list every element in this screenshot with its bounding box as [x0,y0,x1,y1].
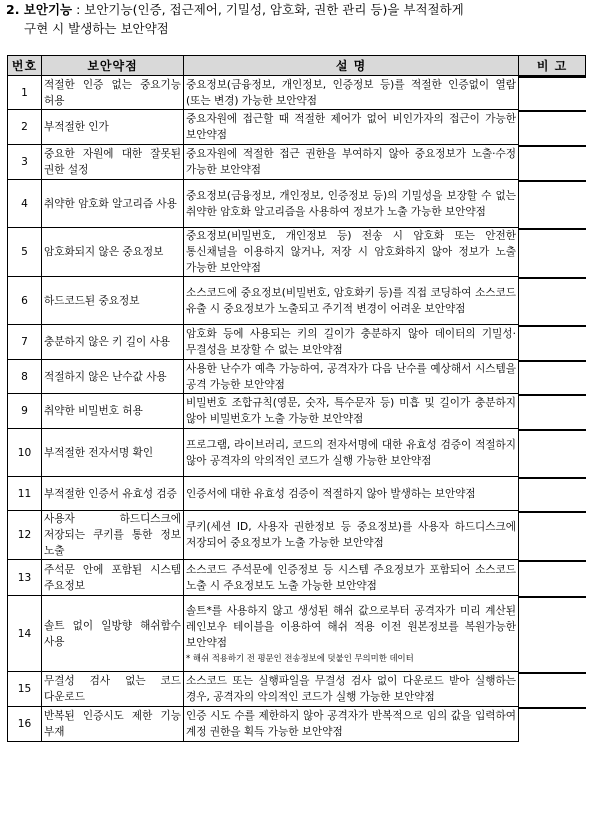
row-number [8,596,42,672]
row-number-text: 9 [21,405,28,417]
header-description: 설 명 [184,56,519,76]
section-number: 2. 보안기능 [6,2,73,17]
row-remarks [519,511,586,513]
table-row [8,145,586,180]
row-description-text: 프로그램, 라이브러리, 코드의 전자서명에 대한 유효성 검증이 적절하지 않아 공격자의 악의적인 코드가 실행 가능한 보안약점 [186,438,516,467]
row-number-text: 2 [21,121,28,133]
row-remarks [519,707,586,709]
table-row [8,560,586,596]
header-weakness: 보안약점 [42,56,184,76]
row-weakness-name [42,180,184,228]
row-weakness-name [42,110,184,145]
row-number [8,511,42,560]
row-number-text: 4 [21,197,28,210]
row-description [184,394,519,429]
table-row [8,394,586,429]
row-weakness-name [42,277,184,325]
row-remarks [519,76,586,78]
row-description [184,596,519,672]
row-description [184,672,519,707]
row-description-text: 사용한 난수가 예측 가능하여, 공격자가 다음 난수를 예상해서 시스템을 공격 가능한 보안약점 [186,362,516,391]
table-row [8,511,586,560]
table-row [8,707,586,742]
row-weakness-name-text: 사용자 하드디스크에 저장되는 쿠키를 통한 정보 노출 [44,513,181,557]
row-description [184,110,519,145]
row-description [184,511,519,560]
row-number [8,477,42,511]
row-number-text: 15 [17,683,32,695]
row-weakness-name [42,707,184,742]
table-row [8,360,586,394]
row-description-text: 중요자원에 접근할 때 적절한 제어가 없어 비인가자의 접근이 가능한 보안약점 [186,113,516,141]
row-description-text: 중요정보(비밀번호, 개인정보 등) 전송 시 암호화 또는 안전한 통신채널을 이용하지 않거나, 저장 시 암호화하지 않아 정보가 노출 가능한 보안약점 [186,230,516,274]
row-weakness-name-text: 하드코드된 중요정보 [44,294,140,307]
table-row [8,596,586,672]
row-description-text: 중요정보(금융정보, 개인정보, 인증정보 등)의 기밀성을 보장할 수 없는 취약한 암호화 알고리즘을 사용하여 정보가 노출 가능한 보안약점 [186,189,516,218]
row-remarks [519,228,586,230]
table-row [8,429,586,477]
row-number [8,672,42,707]
row-description [184,228,519,277]
row-remarks [519,277,586,279]
section-heading [6,0,586,38]
table-header-row [8,56,586,76]
row-remarks [519,110,586,112]
row-description [184,325,519,360]
table-row [8,110,586,145]
row-number-text: 11 [17,487,32,500]
table-row [8,228,586,277]
security-weakness-table [7,55,586,742]
row-remarks [519,477,586,479]
row-number-text: 16 [17,718,32,730]
table-row [8,180,586,228]
row-remarks [519,180,586,182]
row-number [8,560,42,596]
row-weakness-name-text: 솔트 없이 일방향 해쉬함수 사용 [44,619,181,648]
row-description-text: 소스코드 주석문에 인증정보 등 시스템 주요정보가 포함되어 소스코드 노출 시 주요정보도 노출 가능한 보안약점 [186,563,516,592]
row-weakness-name [42,145,184,180]
row-number [8,228,42,277]
row-weakness-name-text: 반복된 인증시도 제한 기능 부재 [44,710,181,738]
table-row [8,325,586,360]
row-weakness-name-text: 충분하지 않은 키 길이 사용 [44,336,171,348]
row-footnote: * 해쉬 적용하기 전 평문인 전송정보에 덧붙인 무의미한 데이터 [186,652,414,663]
row-weakness-name-text: 취약한 비밀번호 허용 [44,405,143,417]
row-number-text: 12 [17,529,32,541]
row-description-text: 쿠키(세션 ID, 사용자 권한정보 등 중요정보)를 사용자 하드디스크에 저장되어 중요정보가 노출 가능한 보안약점 [186,521,516,549]
row-number-text: 3 [21,156,28,168]
row-number [8,110,42,145]
row-remarks [519,360,586,362]
row-number-text: 14 [17,627,32,640]
row-weakness-name [42,429,184,477]
table-row [8,76,586,110]
row-description [184,477,519,511]
row-weakness-name [42,511,184,560]
row-description-text: 소스코드 또는 실행파일을 무결성 검사 없이 다운로드 받아 실행하는 경우, 공격자의 악의적인 코드가 실행 가능한 보안약점 [186,675,516,703]
row-weakness-name-text: 암호화되지 않은 중요정보 [44,246,164,258]
row-remarks [519,325,586,327]
row-description-text: 암호화 등에 사용되는 키의 길이가 충분하지 않아 데이터의 기밀성·무결성을 보장할 수 없는 보안약점 [186,328,516,356]
table-row [8,672,586,707]
row-remarks [519,672,586,674]
row-number [8,360,42,394]
row-weakness-name-text: 적절한 인증 없는 중요기능 허용 [44,78,181,107]
row-description-text: 인증 시도 수를 제한하지 않아 공격자가 반복적으로 임의 값을 입력하여 계정 권한을 획득 가능한 보안약점 [186,710,516,738]
row-number-text: 5 [21,246,28,258]
row-number-text: 7 [21,336,28,348]
row-weakness-name [42,672,184,707]
row-description-text: 인증서에 대한 유효성 검증이 적절하지 않아 발생하는 보안약점 [186,487,476,500]
row-weakness-name [42,596,184,672]
row-remarks [519,394,586,396]
row-weakness-name [42,228,184,277]
row-weakness-name [42,76,184,110]
row-description [184,277,519,325]
row-number [8,76,42,110]
row-weakness-name [42,394,184,429]
row-weakness-name [42,325,184,360]
row-number [8,180,42,228]
row-weakness-name-text: 부적절한 인증서 유효성 검증 [44,487,177,500]
row-number-text: 10 [17,446,32,459]
table-row [8,277,586,325]
row-description [184,429,519,477]
section-heading-line2: 구현 시 발생하는 보안약점 [24,21,169,36]
row-description-text: 솔트*를 사용하지 않고 생성된 해쉬 값으로부터 공격자가 미리 계산된 레인보우 테이블을 이용하여 해쉬 적용 이전 원본정보를 복원가능한 보안약점 [186,604,516,649]
row-weakness-name-text: 무결성 검사 없는 코드 다운로드 [44,675,181,703]
row-number [8,429,42,477]
row-number [8,394,42,429]
header-no: 번호 [8,56,42,76]
row-number [8,325,42,360]
row-description [184,560,519,596]
row-description [184,145,519,180]
row-remarks [519,596,586,598]
row-weakness-name [42,477,184,511]
row-weakness-name [42,360,184,394]
row-remarks [519,429,586,431]
row-weakness-name-text: 부적절한 전자서명 확인 [44,446,154,459]
row-description [184,707,519,742]
row-description [184,76,519,110]
row-description-text: 소스코드에 중요정보(비밀번호, 암호화키 등)를 직접 코딩하여 소스코드 유출 시 중요정보가 노출되고 주기적 변경이 어려운 보안약점 [186,286,516,315]
row-description-text: 비밀번호 조합규칙(영문, 숫자, 특수문자 등) 미흡 및 길이가 충분하지 않아 비밀번호가 노출 가능한 보안약점 [186,397,516,425]
row-weakness-name-text: 적절하지 않은 난수값 사용 [44,370,167,383]
row-number-text: 1 [21,86,28,99]
row-description-text: 중요자원에 적절한 접근 권한을 부여하지 않아 중요정보가 노출·수정 가능한 보안약점 [186,148,516,176]
header-remarks: 비 고 [519,56,586,76]
table-row [8,477,586,511]
row-weakness-name-text: 부적절한 인가 [44,121,109,133]
row-description [184,180,519,228]
row-remarks [519,145,586,147]
row-number [8,277,42,325]
row-number-text: 8 [21,370,28,383]
row-number [8,707,42,742]
row-description-text: 중요정보(금융정보, 개인정보, 인증정보 등)를 적절한 인증없이 열람(또는 변경) 가능한 보안약점 [186,78,516,107]
row-weakness-name-text: 중요한 자원에 대한 잘못된 권한 설정 [44,148,181,176]
row-remarks [519,560,586,562]
row-weakness-name-text: 취약한 암호화 알고리즘 사용 [44,197,177,210]
section-heading-line1: : 보안기능(인증, 접근제어, 기밀성, 암호화, 권한 관리 등)을 부적절하게 [72,2,464,17]
row-number-text: 13 [17,571,32,584]
row-weakness-name [42,560,184,596]
row-number [8,145,42,180]
row-description [184,360,519,394]
row-number-text: 6 [21,294,28,307]
row-weakness-name-text: 주석문 안에 포함된 시스템 주요정보 [44,563,181,592]
